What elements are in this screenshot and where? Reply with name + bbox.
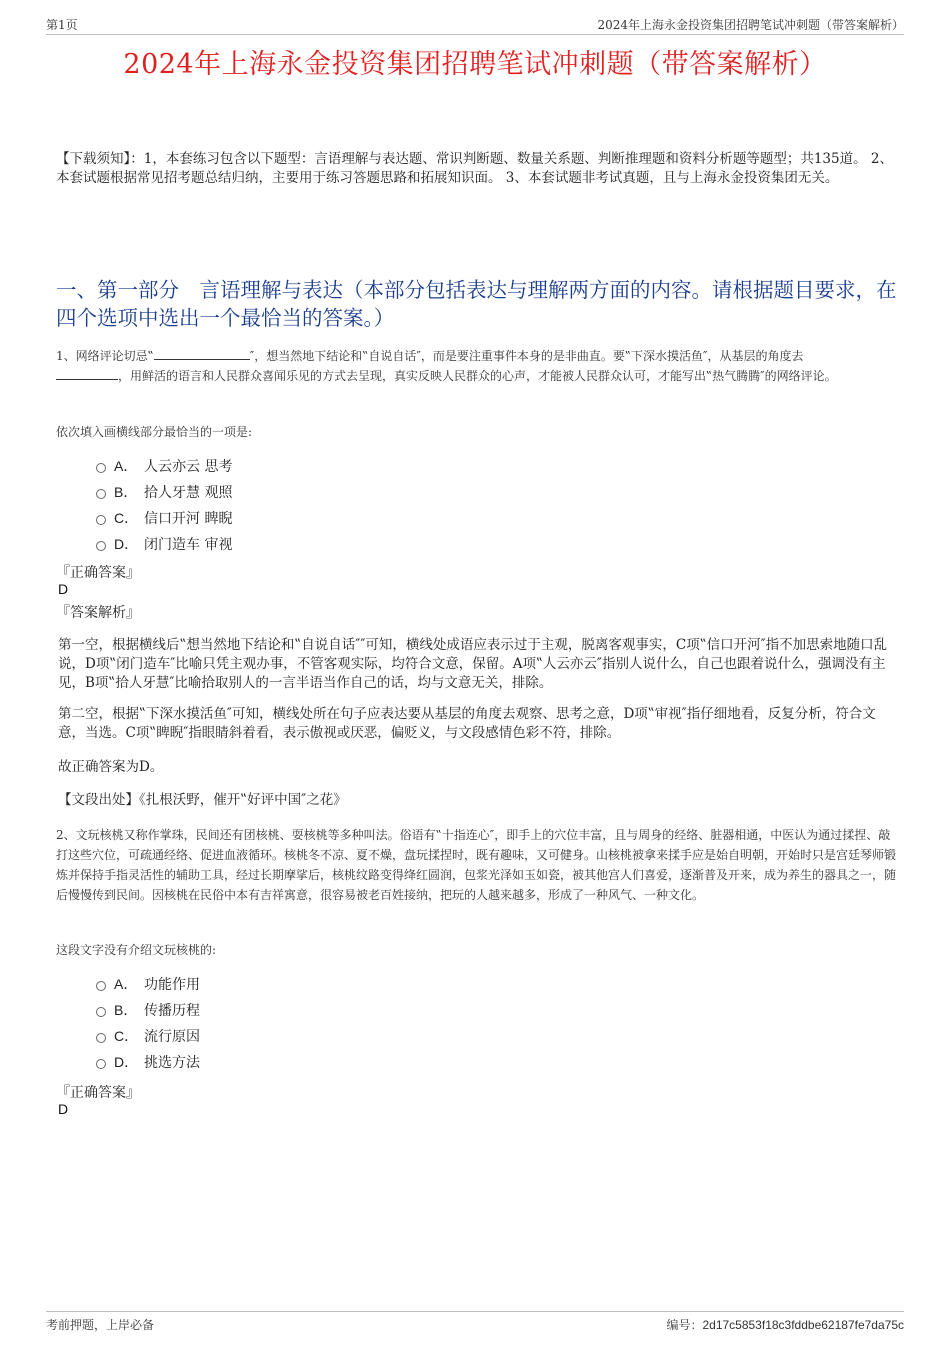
section-title: 一、第一部分 言语理解与表达（本部分包括表达与理解两方面的内容。请根据题目要求，在四个选项中选出一个最恰当的答案。） (56, 278, 897, 330)
radio-icon[interactable] (96, 489, 106, 499)
radio-icon[interactable] (96, 981, 106, 991)
fill-blank-2 (56, 367, 118, 380)
option-text: 闭门造车 审视 (144, 537, 233, 553)
question-2-prompt: 这段文字没有介绍文玩核桃的: (56, 943, 217, 957)
option-c[interactable] (96, 505, 232, 531)
option-letter: D． (114, 536, 139, 552)
option-text: 拾人牙慧 观照 (144, 485, 233, 501)
analysis-conclusion: 故正确答案为D。 (58, 759, 164, 775)
option-letter: B． (114, 1002, 138, 1018)
option-letter: A． (114, 976, 138, 992)
code-value: 2d17c5853f18c3fddbe62187fe7da75c (702, 1318, 904, 1332)
answer-label: 『正确答案』 (56, 1085, 140, 1101)
document-code (666, 1316, 904, 1333)
option-letter: B． (114, 484, 138, 500)
download-notice: 【下载须知】：1，本套练习包含以下题型：言语理解与表达题、常识判断题、数量关系题、判断推理题和资料分析题等题型；共135道。 2、本套试题根据常见招考题总结归纳，主要用于练习答题思路和拓展知识面。 3、本套试题非考试真题，且与上海永金投资集团无关。 (56, 151, 893, 186)
question-1-text-a: 1、网络评论切忌‟ (56, 349, 154, 363)
radio-icon[interactable] (96, 1033, 106, 1043)
page-number: 第1页 (46, 18, 78, 32)
radio-icon[interactable] (96, 1059, 106, 1069)
radio-icon[interactable] (96, 1007, 106, 1017)
analysis-paragraph: 第一空，根据横线后‟想当然地下结论和‟自说自话″″可知，横线处成语应表示过于主观，脱离客观事实，C项‟信口开河″指不加思索地随口乱说，D项‟闭门造车″比喻只凭主观办事，不管客观实际，均符合文意，保留。A项‟人云亦云″指别人说什么，自己也跟着说什么，强调没有主见，B项‟拾人牙慧″比喻拾取别人的一言半语当作自己的话，均与文意无关，排除。 (58, 637, 888, 691)
option-text: 流行原因 (144, 1029, 200, 1045)
radio-icon[interactable] (96, 463, 106, 473)
radio-icon[interactable] (96, 541, 106, 551)
fill-blank-1 (154, 347, 250, 360)
radio-icon[interactable] (96, 515, 106, 525)
answer-value: D (58, 581, 69, 597)
answer-value: D (58, 1101, 69, 1117)
option-b[interactable] (96, 997, 200, 1023)
option-d[interactable] (96, 1049, 200, 1075)
option-d[interactable] (96, 531, 232, 557)
option-text: 信口开河 睥睨 (144, 511, 233, 527)
question-1-text-c: ，用鲜活的语言和人民群众喜闻乐见的方式去呈现，真实反映人民群众的心声，才能被人民群众认可，才能写出‟热气腾腾″的网络评论。 (118, 369, 837, 383)
answer-label: 『正确答案』 (56, 565, 140, 581)
option-a[interactable] (96, 453, 232, 479)
option-letter: D． (114, 1054, 139, 1070)
option-letter: C． (114, 510, 139, 526)
page-header (46, 14, 904, 35)
option-letter: A． (114, 458, 138, 474)
option-c[interactable] (96, 1023, 200, 1049)
footer-slogan: 考前押题，上岸必备 (46, 1318, 155, 1332)
code-label: 编号： (666, 1318, 703, 1332)
question-1-text-b: ″，想当然地下结论和‟自说自话″，而是要注重事件本身的是非曲直。要‟下深水摸活鱼″，从基层的角度去 (249, 349, 804, 363)
option-a[interactable] (96, 971, 200, 997)
question-2-options (96, 971, 200, 1075)
question-1-options (96, 453, 232, 557)
analysis-label: 『答案解析』 (56, 605, 140, 621)
question-1-prompt: 依次填入画横线部分最恰当的一项是: (56, 425, 253, 439)
option-text: 传播历程 (144, 1003, 200, 1019)
question-2-text: 2、文玩核桃又称作掌珠，民间还有团核桃、耍核桃等多种叫法。俗语有‟十指连心″，即手上的穴位丰富，且与周身的经络、脏器相通，中医认为通过揉捏、敲打这些穴位，可疏通经络、促进血液循环。核桃冬不凉、夏不燥，盘玩揉捏时，既有趣味，又可健身。山核桃被拿来揉手应是始自明朝，开始时只是宫廷琴师锻炼并保持手指灵活性的辅助工具，经过长期摩挲后，核桃纹路变得绛红圆润，包浆光泽如玉如瓷，被其他宫人们喜爱，逐渐普及开来，成为养生的器具之一，随后慢慢传到民间。因核桃在民俗中本有吉祥寓意，很容易被老百姓接纳，把玩的人越来越多，形成了一种风气、一种文化。 (56, 828, 897, 902)
document-title: 2024年上海永金投资集团招聘笔试冲刺题（带答案解析） (123, 49, 827, 80)
option-text: 功能作用 (144, 977, 200, 993)
option-b[interactable] (96, 479, 232, 505)
page-footer (46, 1311, 904, 1332)
option-text: 人云亦云 思考 (144, 459, 233, 475)
analysis-paragraph: 第二空，根据‟下深水摸活鱼″可知，横线处所在句子应表达要从基层的角度去观察、思考之意，D项‟审视″指仔细地看，反复分析，符合文意，当选。C项‟睥睨″指眼睛斜着看，表示傲视或厌恶，偏贬义，与文段感情色彩不符，排除。 (58, 706, 876, 741)
source-citation: 【文段出处】《扎根沃野，催开‟好评中国″之花》 (58, 792, 347, 808)
question-1-text (56, 346, 898, 386)
header-doc-title: 2024年上海永金投资集团招聘笔试冲刺题（带答案解析） (597, 18, 904, 32)
option-text: 挑选方法 (144, 1055, 200, 1071)
option-letter: C． (114, 1028, 139, 1044)
